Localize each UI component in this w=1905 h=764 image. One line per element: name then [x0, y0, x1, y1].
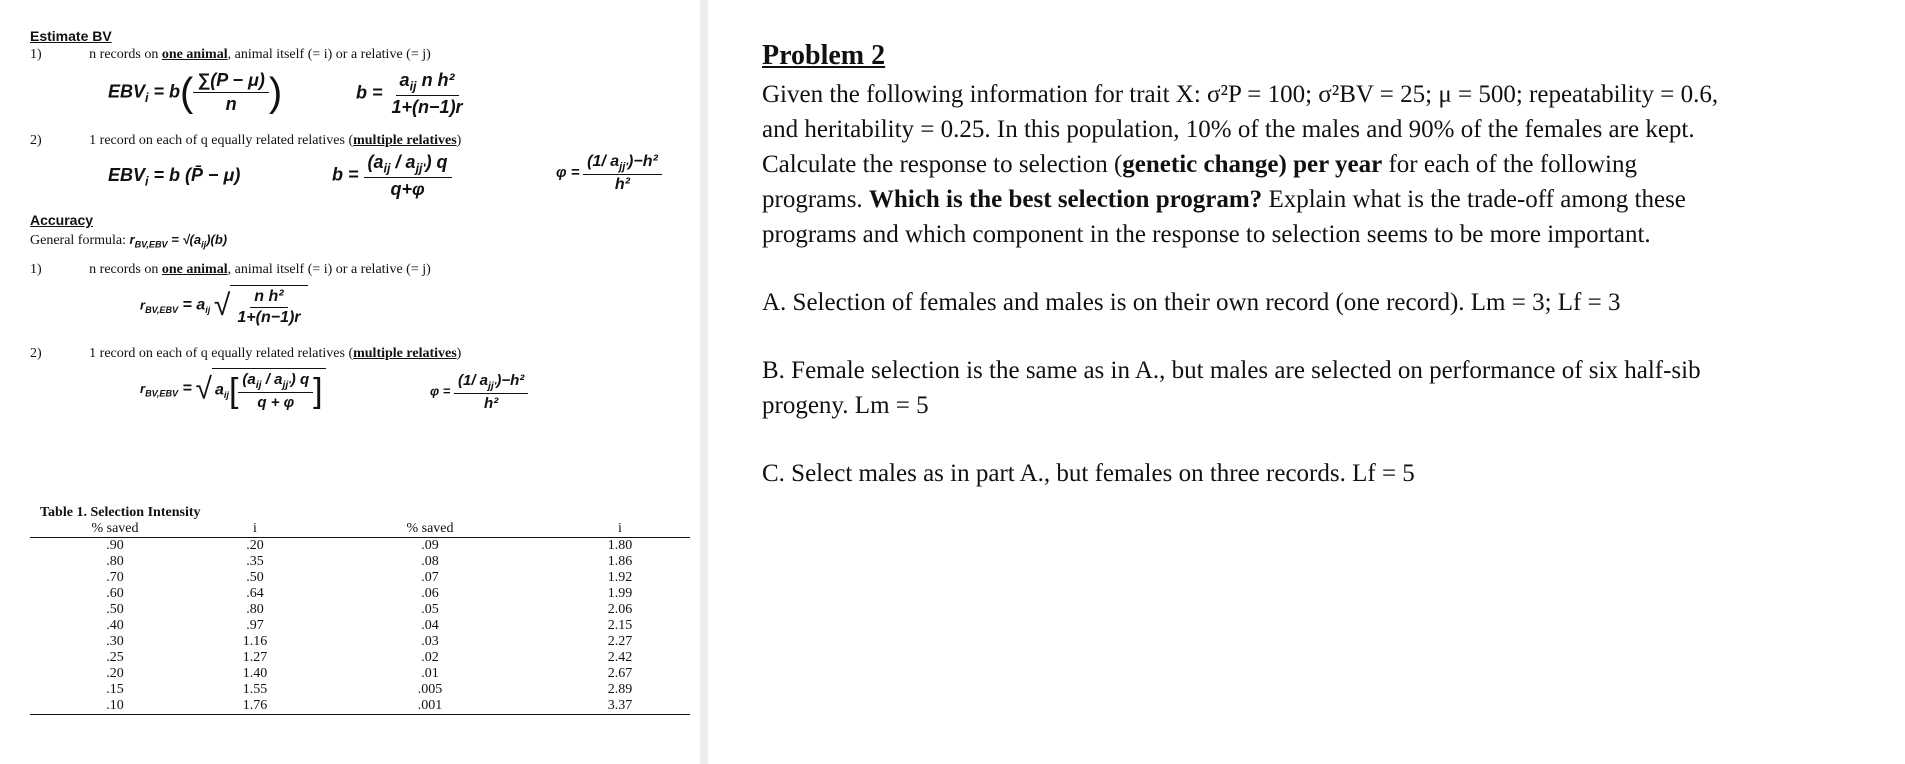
formula-sheet-panel [0, 0, 700, 764]
table-cell: .15 [106, 682, 124, 697]
ebv-numerator: ∑(P − μ) [193, 70, 269, 93]
table-cell: .97 [246, 618, 264, 633]
problem-panel [708, 0, 1905, 764]
table-cell: .20 [106, 666, 124, 681]
ebv-lhs: EBV [108, 81, 146, 102]
accuracy-item-1: 1) n records on one animal, animal itself (= i) or a relative (= j) [30, 262, 431, 277]
table-cell: 1.92 [607, 570, 633, 585]
table-cell: .70 [106, 570, 124, 585]
item-number: 1) [30, 47, 42, 62]
item-text-post: ) [456, 133, 462, 148]
table-cell: 2.15 [607, 618, 633, 633]
table-cell: .64 [246, 586, 264, 601]
table-cell: 2.42 [607, 650, 633, 665]
table-cell: .03 [421, 634, 439, 649]
problem-part-b-line-2: progeny. Lm = 5 [762, 392, 929, 419]
ebv-rhs-2: = b (P̄ − μ) [153, 165, 241, 185]
table-row [30, 538, 690, 555]
table-row [30, 634, 690, 650]
b-formula-2: b = $\frac{(a_{ij} / a_{jj'}) q}{q+\varphi}$ [332, 152, 452, 200]
table-row [30, 682, 690, 698]
accuracy-general: General formula: $r_{BV,EBV} = √(a_{ij})(b)$ [30, 232, 228, 250]
problem-line-5: programs and which component in the response to selection seems to be more important. [762, 221, 1651, 248]
table-cell: .50 [246, 570, 264, 585]
ebv-denominator: n [225, 94, 237, 114]
table-cell: 1.40 [242, 666, 268, 681]
table-cell: .80 [246, 602, 264, 617]
table-cell: 1.80 [607, 538, 633, 553]
table-row [30, 570, 690, 586]
item-text-bold: multiple relatives [353, 133, 457, 148]
table-cell: 3.37 [550, 698, 690, 715]
panel-divider [700, 0, 708, 764]
b-numerator: a [399, 70, 410, 90]
accuracy-heading: Accuracy [30, 212, 94, 228]
ebv-rhs: = b [153, 81, 181, 102]
table-cell: .04 [421, 618, 439, 633]
table-cell: 1.55 [242, 682, 268, 697]
item-text-pre: n records on [89, 47, 162, 62]
b-lhs: b = [356, 82, 383, 103]
table-cell: 2.06 [607, 602, 633, 617]
table-cell: .09 [421, 538, 439, 553]
table-cell: 1.16 [242, 634, 268, 649]
ebv-formula-2: $EBV_i = b$ (P̄ − μ) [108, 165, 241, 189]
problem-title: Problem 2 [762, 40, 886, 71]
item-text-post: , animal itself (= i) or a relative (= j) [227, 47, 431, 62]
item-text-pre: 1 record on each of q equally related relatives ( [89, 133, 354, 148]
table-cell: 1.99 [607, 586, 633, 601]
table-cell: 1.86 [607, 554, 633, 569]
table-cell: 2.67 [607, 666, 633, 681]
col-header: i [550, 521, 690, 538]
table-cell: 1.76 [200, 698, 310, 715]
phi-formula-1: φ = $\frac{(1/ a_{jj'})-h^2}{\text{h²}}$ [556, 153, 662, 194]
table-cell: .90 [106, 538, 124, 553]
problem-part-a: A. Selection of females and males is on their own record (one record). Lm = 3; Lf = 3 [762, 289, 1621, 316]
table-cell: .25 [106, 650, 124, 665]
table-cell: .80 [106, 554, 124, 569]
problem-line-1: Given the following information for trait X: σ²P = 100; σ²BV = 25; μ = 500; repeatability = 0.6, [762, 81, 1719, 108]
problem-part-c: C. Select males as in part A., but females on three records. Lf = 5 [762, 460, 1415, 487]
b-denominator: 1+(n−1)r [391, 96, 463, 117]
table-cell: .08 [421, 554, 439, 569]
accuracy-formula-1: $r_{BV,EBV} = a_{ij}$ √ $\frac{\text{n h²}}{1+(n-1)r}$ [140, 285, 308, 327]
table-cell: 2.89 [607, 682, 633, 697]
table-cell: .30 [106, 634, 124, 649]
accuracy-item-2: 2) 1 record on each of q equally related relatives (multiple relatives) [30, 346, 462, 361]
problem-line-2: and heritability = 0.25. In this population, 10% of the males and 90% of the females are kept. [762, 116, 1695, 143]
col-header: i [200, 521, 310, 538]
table-cell: .07 [421, 570, 439, 585]
table-row [30, 698, 690, 715]
table-cell: .35 [246, 554, 264, 569]
col-header: % saved [30, 521, 200, 538]
table-title: Table 1. Selection Intensity [40, 505, 201, 520]
table-cell: .40 [106, 618, 124, 633]
problem-part-b-line-1: B. Female selection is the same as in A., but males are selected on performance of six half-sib [762, 357, 1701, 384]
phi-formula-2: φ = $\frac{(1/ a_{jj'})-h^2}{\text{h²}}$ [430, 372, 528, 412]
table-row [30, 602, 690, 618]
b-formula-1: b = $\frac{a_{ij} n h^2}{1+(n-1)r}$ [356, 70, 467, 118]
estimate-bv-heading: Estimate BV [30, 28, 112, 44]
table-row [30, 618, 690, 634]
table-row [30, 650, 690, 666]
item-number: 2) [30, 133, 42, 148]
table-row [30, 586, 690, 602]
selection-intensity-table [30, 505, 690, 715]
item-text-bold: one animal [161, 47, 228, 62]
table-cell: .05 [421, 602, 439, 617]
col-header: % saved [310, 521, 550, 538]
table-header-row [30, 521, 690, 538]
table-cell: .50 [106, 602, 124, 617]
problem-line-4: programs. Which is the best selection program? Explain what is the trade-off among these [762, 186, 1686, 213]
table-cell: .20 [246, 538, 264, 553]
table-body [30, 538, 690, 715]
estimate-bv-item-2 [30, 133, 461, 149]
table-cell: .01 [421, 666, 439, 681]
estimate-bv-item-1 [30, 47, 431, 63]
table-cell: 1.27 [242, 650, 268, 665]
accuracy-formula-2: $r_{BV,EBV}$ = √ $a_{ij}$[ $\frac{(a_{ij} / a_{jj'}) q}{q + \varphi}$ ] [140, 368, 326, 411]
table-cell: .005 [417, 682, 443, 697]
table-cell: .60 [106, 586, 124, 601]
table-cell: .10 [30, 698, 200, 715]
table-cell: .02 [421, 650, 439, 665]
table-row [30, 554, 690, 570]
table-cell: 2.27 [607, 634, 633, 649]
table-row [30, 666, 690, 682]
table-cell: .06 [421, 586, 439, 601]
table-cell: .001 [310, 698, 550, 715]
ebv-formula-1: $EBV_i = b$( $\frac{\sum(P - \mu)}{n}$ ) [108, 70, 283, 115]
problem-line-3: Calculate the response to selection (genetic change) per year for each of the following [762, 151, 1637, 178]
